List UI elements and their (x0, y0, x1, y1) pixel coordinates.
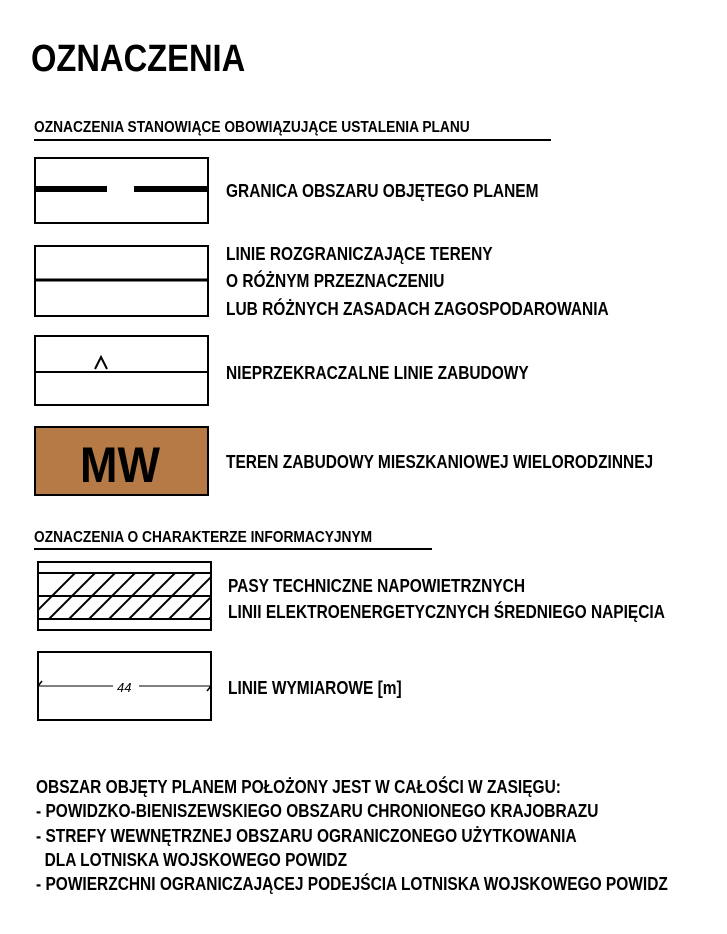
legend-label-dimension-lines: LINIE WYMIAROWE [m] (228, 678, 402, 698)
hatched-band-icon (37, 561, 212, 631)
legend-label-plan-boundary: GRANICA OBSZARU OBJĘTEGO PLANEM (226, 181, 539, 201)
legend-label-technical-strips-1: PASY TECHNICZNE NAPOWIETRZNYCH (228, 576, 526, 596)
legend-symbol-dimension-lines (37, 651, 212, 721)
notes-intro: OBSZAR OBJĘTY PLANEM POŁOŻONY JEST W CAŁOŚCI W ZASIĘGU: (36, 777, 561, 797)
dimension-value: 44 (117, 680, 132, 695)
solid-line-icon (34, 245, 209, 317)
info-section-heading: OZNACZENIA O CHARAKTERZE INFORMACYJNYM (34, 529, 373, 546)
dashed-boundary-line-icon (34, 157, 209, 224)
legend-symbol-mw-zone (34, 426, 209, 496)
legend-symbol-demarcation-lines (34, 245, 209, 317)
binding-section-underline (34, 139, 551, 141)
legend-label-building-lines: NIEPRZEKRACZALNE LINIE ZABUDOWY (226, 363, 529, 383)
legend-label-demarcation-line-1: LINIE ROZGRANICZAJĄCE TERENY (226, 244, 493, 264)
page-title: OZNACZENIA (31, 38, 246, 80)
legend-symbol-building-lines (34, 335, 209, 406)
legend-label-demarcation-line-3: LUB RÓŻNYCH ZASADACH ZAGOSPODAROWANIA (226, 299, 609, 319)
legend-label-technical-strips-2: LINII ELEKTROENERGETYCZNYCH ŚREDNIEGO NAPIĘCIA (228, 602, 665, 622)
notes-line-4: - POWIERZCHNI OGRANICZAJĄCEJ PODEJŚCIA LOTNISKA WOJSKOWEGO POWIDZ (36, 874, 668, 894)
building-line-caret-icon (34, 335, 209, 406)
legend-symbol-plan-boundary (34, 157, 209, 224)
notes-line-1: - POWIDZKO-BIENISZEWSKIEGO OBSZARU CHRONIONEGO KRAJOBRAZU (36, 801, 599, 821)
binding-section-heading: OZNACZENIA STANOWIĄCE OBOWIĄZUJĄCE USTALENIA PLANU (34, 119, 470, 136)
mw-zone-code: MW (80, 437, 160, 493)
notes-line-2: - STREFY WEWNĘTRZNEJ OBSZARU OGRANICZONEGO UŻYTKOWANIA (36, 826, 577, 846)
notes-line-3: DLA LOTNISKA WOJSKOWEGO POWIDZ (36, 850, 348, 870)
legend-label-demarcation-line-2: O RÓŻNYM PRZEZNACZENIU (226, 271, 445, 291)
legend-symbol-technical-strips (37, 561, 212, 631)
info-section-underline (34, 548, 432, 550)
legend-label-mw-zone: TEREN ZABUDOWY MIESZKANIOWEJ WIELORODZINNEJ (226, 452, 654, 472)
